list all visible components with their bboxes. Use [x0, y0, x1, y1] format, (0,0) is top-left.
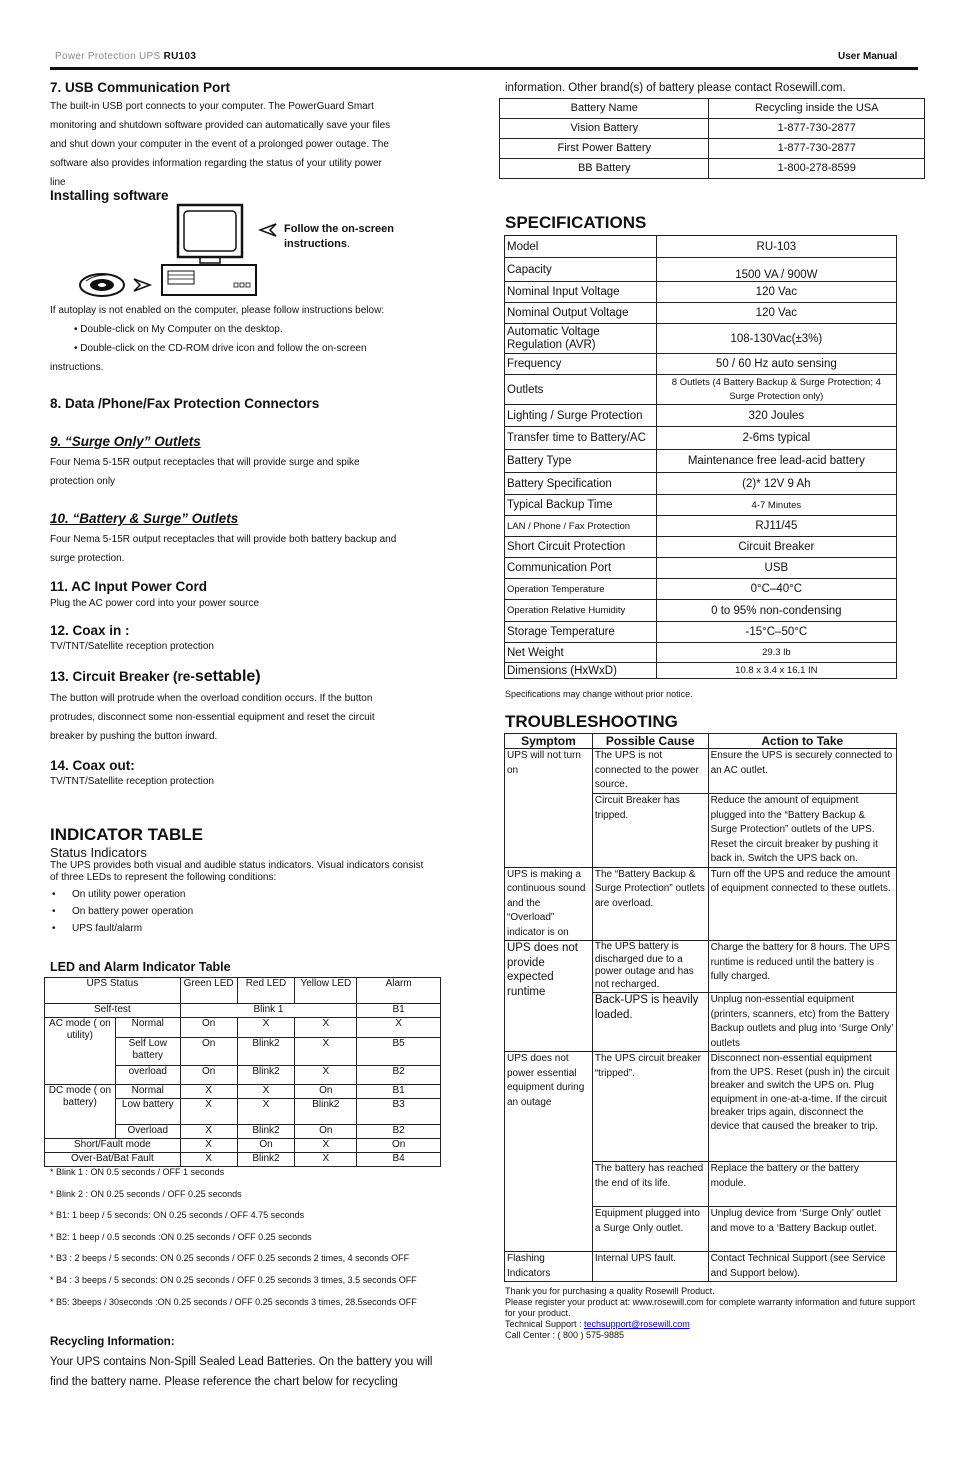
table-row: Low battery X X Blink2 B3 — [45, 1099, 441, 1125]
table-row: DC mode ( on battery) Normal X X On B1 — [45, 1085, 441, 1099]
cd-disc-icon — [80, 274, 124, 296]
list-item: • UPS fault/alarm — [50, 920, 193, 937]
specs-title: SPECIFICATIONS — [505, 213, 647, 232]
table-row: UPS Status Green LED Red LED Yellow LED Alarm — [45, 978, 441, 1004]
sec9-body: Four Nema 5-15R output receptacles that will provide surge and spike protection only — [50, 457, 360, 487]
list-item: * Blink 1 : ON 0.5 seconds / OFF 1 seconds — [50, 1167, 225, 1177]
table-row: Over-Bat/Bat Fault X Blink2 X B4 — [45, 1153, 441, 1167]
table-row: Battery Type Maintenance free lead-acid battery — [505, 450, 897, 473]
desktop-tower-icon — [162, 265, 256, 295]
led-alarm-table — [44, 977, 441, 1167]
table-row: Flashing Indicators Internal UPS fault. Contact Technical Support (see Service and Support below). — [505, 1252, 897, 1282]
list-item: * B1: 1 beep / 5 seconds: ON 0.25 seconds / OFF 4.75 seconds — [50, 1210, 305, 1221]
sec13-body: The button will protrude when the overload condition occurs. If the button protrudes, disconnect some non-essential equipment and reset the circuit breaker by pushing the button inward. — [50, 693, 375, 742]
sec12-title: 12. Coax in : — [50, 623, 130, 638]
sec13-title: 13. Circuit Breaker (re-settable) — [50, 668, 261, 685]
table-row: Self-test Blink 1 B1 — [45, 1004, 441, 1018]
sec10-title: 10. “Battery & Surge” Outlets — [50, 511, 239, 526]
footer-tech-support: Technical Support : techsupport@rosewill.com — [505, 1319, 690, 1329]
sec8-title: 8. Data /Phone/Fax Protection Connectors — [50, 396, 320, 411]
recycling-title: Recycling Information: — [50, 1336, 175, 1348]
table-row: Automatic Voltage Regulation (AVR) 108-130Vac(±3%) — [505, 324, 897, 354]
table-row: Self Low battery On Blink2 X B5 — [45, 1038, 441, 1066]
sec14-body: TV/TNT/Satellite reception protection — [50, 776, 214, 787]
table-row: LAN / Phone / Fax Protection RJ11/45 — [505, 516, 897, 537]
table-row: BB Battery 1-800-278-8599 — [500, 159, 925, 179]
table-row: Dimensions (HxWxD) 10.8 x 3.4 x 16.1 IN — [505, 663, 897, 679]
recycling-body: Your UPS contains Non-Spill Sealed Lead Batteries. On the battery you will find the battery name. Please reference the chart below for recycling — [50, 1356, 433, 1388]
table-row: Capacity 1500 VA / 900W — [505, 258, 897, 282]
table-row: Symptom Possible Cause Action to Take — [505, 734, 897, 749]
table-row: UPS will not turn on The UPS is not connected to the power source. Ensure the UPS is securely connected to an AC outlet. — [505, 749, 897, 794]
table-row: Short Circuit Protection Circuit Breaker — [505, 537, 897, 558]
computer-install-illustration — [76, 203, 266, 299]
table-row: Battery Name Recycling inside the USA — [500, 99, 925, 119]
header-doc-type: User Manual — [838, 51, 898, 62]
installing-title: Installing software — [50, 188, 169, 203]
table-row: The battery has reached the end of its life. Replace the battery or the battery module. — [505, 1162, 897, 1207]
table-row: Short/Fault mode X On X On — [45, 1139, 441, 1153]
specs-note: Specifications may change without prior notice. — [505, 689, 693, 699]
table-row: Nominal Input Voltage 120 Vac — [505, 282, 897, 303]
header-rule — [50, 67, 918, 70]
table-row: Circuit Breaker has tripped. Reduce the amount of equipment plugged into the “Battery Backup & Surge Protection” outlets of the UPS. Reset the circuit breaker by pushing it back in. Switch the UPS back on. — [505, 794, 897, 868]
autoplay-text: If autoplay is not enabled on the computer, please follow instructions below: • Double-click on My Computer on the desktop. • Double-click on the CD-ROM drive icon and follow the on-screen instructions. — [50, 305, 385, 373]
troubleshooting-title: TROUBLESHOOTING — [505, 712, 678, 731]
table-row: UPS is making a continuous sound and the “Overload” indicator is on The “Battery Backup & Surge Protection” outlets are overload. Turn off the UPS and reduce the amount of equipment connected to these outlets. — [505, 867, 897, 941]
table-row: Frequency 50 / 60 Hz auto sensing — [505, 354, 897, 375]
footer-call-center: Call Center : ( 800 ) 575-9885 — [505, 1330, 625, 1340]
table-row: Model RU-103 — [505, 236, 897, 258]
recycling-cont: information. Other brand(s) of battery please contact Rosewill.com. — [505, 82, 846, 94]
table-row: UPS does not provide expected runtime The UPS battery is discharged due to a power outage and has not recharged. Charge the battery for 8 hours. The UPS runtime is reduced until the battery is fully charged. — [505, 941, 897, 993]
troubleshooting-table — [504, 733, 897, 1282]
arrow-left-icon — [258, 223, 278, 237]
sec14-title: 14. Coax out: — [50, 758, 135, 773]
list-item: • On utility power operation — [50, 886, 193, 903]
table-row: Communication Port USB — [505, 558, 897, 579]
footer-thanks: Thank you for purchasing a quality Rosewill Product. — [505, 1286, 715, 1296]
table-row: Net Weight 29.3 lb — [505, 643, 897, 663]
monitor-icon — [178, 205, 242, 263]
table-row: Storage Temperature -15°C–50°C — [505, 622, 897, 643]
status-indicators-subtitle: Status Indicators — [50, 845, 147, 860]
table-row: Operation Temperature 0°C–40°C — [505, 579, 897, 600]
tech-support-email-link[interactable]: techsupport@rosewill.com — [584, 1319, 690, 1329]
specifications-table — [504, 235, 897, 679]
sec10-body: Four Nema 5-15R output receptacles that will provide both battery backup and surge protection. — [50, 534, 397, 564]
arrow-right-icon — [134, 279, 150, 291]
sec12-body: TV/TNT/Satellite reception protection — [50, 641, 214, 652]
table-row: Equipment plugged into a Surge Only outlet. Unplug device from ‘Surge Only’ outlet and move to a ‘Battery Backup outlet. — [505, 1207, 897, 1252]
sec11-body: Plug the AC power cord into your power source — [50, 598, 259, 609]
usb-title: 7. USB Communication Port — [50, 80, 231, 95]
footer-register: Please register your product at: www.rosewill.com for complete warranty information and future support for your product. — [505, 1297, 916, 1318]
table-row: Overload X Blink2 On B2 — [45, 1125, 441, 1139]
table-row: Nominal Output Voltage 120 Vac — [505, 303, 897, 324]
blink-notes — [50, 1162, 417, 1313]
table-row: Battery Specification (2)* 12V 9 Ah — [505, 473, 897, 495]
table-row: First Power Battery 1-877-730-2877 — [500, 139, 925, 159]
table-row: Back-UPS is heavily loaded. Unplug non-essential equipment (printers, scanners, etc) from the Battery Backup outlets and plug into ‘Surge Only’ outlets — [505, 993, 897, 1052]
indicator-title: INDICATOR TABLE — [50, 825, 203, 844]
table-row: Vision Battery 1-877-730-2877 — [500, 119, 925, 139]
table-row: Lighting / Surge Protection 320 Joules — [505, 405, 897, 427]
list-item: * B4 : 3 beeps / 5 seconds: ON 0.25 seconds / OFF 0.25 seconds 3 times, 3.5 seconds OFF — [50, 1274, 417, 1285]
sec11-title: 11. AC Input Power Cord — [50, 579, 208, 594]
list-item: * B5: 3beeps / 30seconds :ON 0.25 seconds / OFF 0.25 seconds 3 times, 28.5seconds OFF — [50, 1296, 417, 1307]
header-model: RU103 — [163, 51, 197, 62]
list-item: * B3 : 2 beeps / 5 seconds: ON 0.25 seconds / OFF 0.25 seconds 2 times, 4 seconds OFF — [50, 1253, 410, 1264]
indicator-body: The UPS provides both visual and audible status indicators. Visual indicators consist of three LEDs to represent the following conditions: — [50, 860, 424, 883]
table-row: Transfer time to Battery/AC 2-6ms typical — [505, 427, 897, 450]
table-row: Typical Backup Time 4-7 Minutes — [505, 495, 897, 516]
usb-body: The built-in USB port connects to your computer. The PowerGuard Smart monitoring and shutdown software provided can automatically save your files and shut down your computer in the event of a prolonged power outage. The software also provides information regarding the status of your utility power line — [50, 101, 391, 188]
header-product: Power Protection UPS RU103 — [55, 51, 197, 62]
table-row: AC mode ( on utility) Normal On X X X — [45, 1018, 441, 1038]
follow-instructions: Follow the on-screen instructions. — [284, 223, 395, 250]
list-item: • On battery power operation — [50, 903, 193, 920]
sec9-title: 9. “Surge Only” Outlets — [50, 434, 201, 449]
table-row: Operation Relative Humidity 0 to 95% non-condensing — [505, 600, 897, 622]
indicator-conditions — [50, 886, 193, 937]
table-row: Outlets 8 Outlets (4 Battery Backup & Surge Protection; 4 Surge Protection only) — [505, 375, 897, 405]
list-item: * B2: 1 beep / 0.5 seconds :ON 0.25 seconds / OFF 0.25 seconds — [50, 1231, 312, 1242]
table-row: UPS does not power essential equipment during an outage The UPS circuit breaker “tripped”. Disconnect non-essential equipment from the UPS. Reset (push in) the circuit breaker and switch the UPS on. Plug equipment in one-at-a-time. If the circuit breaker trips again, disconnect the device that caused the breaker to trip. — [505, 1052, 897, 1162]
footer — [505, 1286, 923, 1341]
list-item: * Blink 2 : ON 0.25 seconds / OFF 0.25 seconds — [50, 1188, 242, 1199]
table-row: overload On Blink2 X B2 — [45, 1066, 441, 1085]
led-table-title: LED and Alarm Indicator Table — [50, 960, 231, 974]
battery-recycling-table — [499, 98, 925, 179]
